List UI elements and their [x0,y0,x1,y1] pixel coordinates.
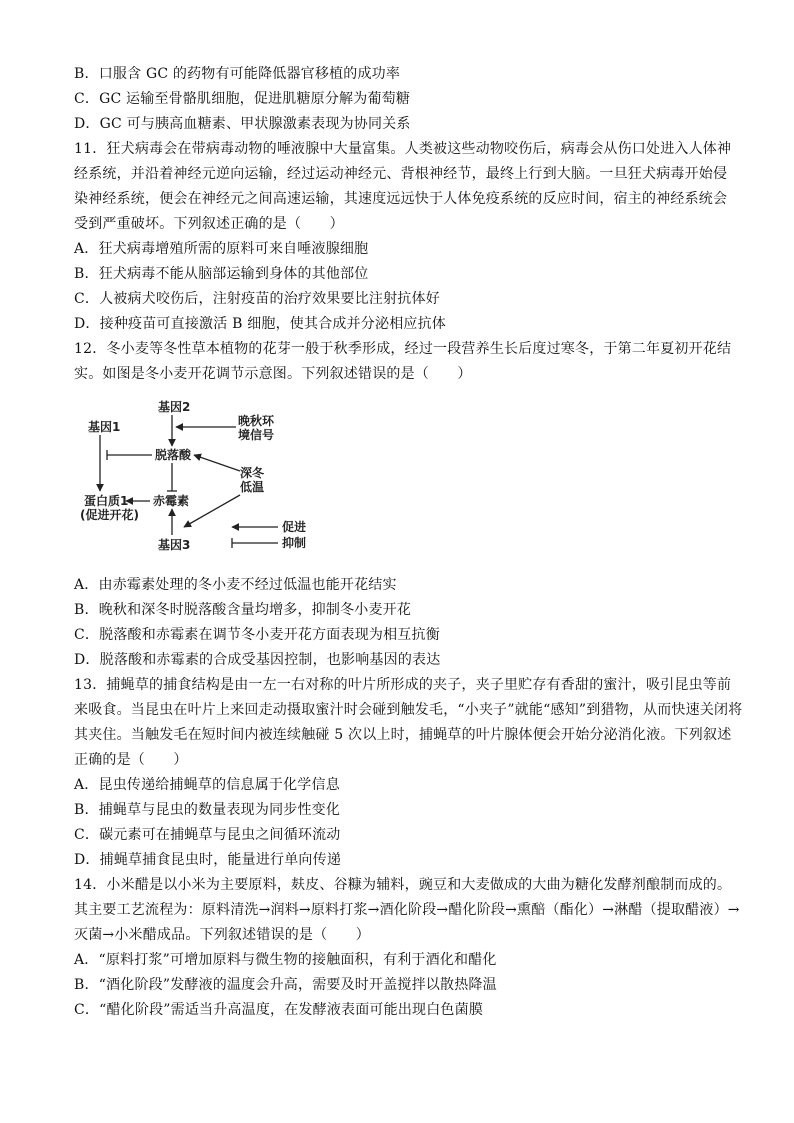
deep-winter-label-2: 低温 [240,480,265,494]
option-a: A．狂犬病毒增殖所需的原料可来自唾液腺细胞 [74,241,369,257]
arrow-deep-winter-gene3 [184,495,240,527]
flowering-regulation-diagram [80,395,330,555]
legend-inhibit-label: 抑制 [282,536,307,550]
text-line: 实。如图是冬小麦开花调节示意图。下列叙述错误的是（ ） [74,366,472,382]
option-b: B．捕蝇草与昆虫的数量表现为同步性变化 [74,802,341,818]
option-a: A．“原料打浆”可增加原料与微生物的接触面积，有利于酒化和醋化 [74,952,497,968]
gene2-label: 基因2 [158,400,191,414]
protein1-label: 蛋白质1 [84,494,129,508]
text-line: 其主要工艺流程为：原料清洗→润料→原料打浆→酒化阶段→醋化阶段→熏醅（酯化）→淋醋（提取醋液）→ [74,902,740,918]
late-autumn-label-1: 晚秋环 [238,414,275,428]
gene1-label: 基因1 [88,420,121,434]
option-d: D．脱落酸和赤霉素的合成受基因控制，也影响基因的表达 [74,652,441,668]
gene3-label: 基因3 [158,538,191,552]
option-b: B．晚秋和深冬时脱落酸含量均增多，抑制冬小麦开花 [74,602,412,618]
text-line: 受到严重破坏。下列叙述正确的是（ ） [74,216,344,232]
option-c: C．人被病犬咬伤后，注射疫苗的治疗效果要比注射抗体好 [74,291,440,307]
text-line: D．GC 可与胰高血糖素、甲状腺激素表现为协同关系 [74,116,411,132]
ga-label: 赤霉素 [153,494,190,508]
option-c: C．脱落酸和赤霉素在调节冬小麦开花方面表现为相互抗衡 [74,627,440,643]
text-line: 正确的是（ ） [74,752,188,768]
option-c: C．“醋化阶段”需适当升高温度，在发酵液表面可能出现白色菌膜 [74,1002,484,1018]
question-13-stem: 13．捕蝇草的捕食结构是由一左一右对称的叶片所形成的夹子，夹子里贮存有香甜的蜜汁，吸引昆虫等前 [74,677,732,693]
option-a: A．由赤霉素处理的冬小麦不经过低温也能开花结实 [74,577,397,593]
option-b: B．狂犬病毒不能从脑部运输到身体的其他部位 [74,266,369,282]
protein1-note: (促进开花) [80,508,139,522]
text-line: C．GC 运输至骨骼肌细胞，促进肌糖原分解为葡萄糖 [74,91,411,107]
aba-label: 脱落酸 [155,448,192,462]
option-d: D．接种疫苗可直接激活 B 细胞，使其合成并分泌相应抗体 [74,316,447,332]
option-c: C．碳元素可在捕蝇草与昆虫之间循环流动 [74,827,341,843]
option-a: A．昆虫传递给捕蝇草的信息属于化学信息 [74,777,340,793]
text-line: 经系统，并沿着神经元逆向运输，经过运动神经元、背根神经节，最终上行到大脑。一旦狂犬病毒开始侵 [74,166,728,182]
text-line: 其夹住。当触发毛在短时间内被连续触碰 5 次以上时，捕蝇草的叶片腺体便会开始分泌消化液。下列叙述 [74,727,732,743]
text-line: B．口服含 GC 的药物有可能降低器官移植的成功率 [74,66,401,82]
late-autumn-label-2: 境信号 [238,428,275,442]
option-d: D．捕蝇草捕食昆虫时，能量进行单向传递 [74,852,342,868]
arrow-deep-winter-aba [194,455,240,471]
question-12-stem: 12．冬小麦等冬性草本植物的花芽一般于秋季形成，经过一段营养生长后度过寒冬，于第二年夏初开花结 [74,341,732,357]
option-b: B．“酒化阶段”发酵液的温度会升高，需要及时开盖搅拌以散热降温 [74,977,497,993]
question-11-stem: 11．狂犬病毒会在带病毒动物的唾液腺中大量富集。人类被这些动物咬伤后，病毒会从伤口处进入人体神 [74,141,732,157]
deep-winter-label-1: 深冬 [240,466,265,480]
legend-promote-label: 促进 [282,520,307,534]
question-14-stem: 14．小米醋是以小米为主要原料，麸皮、谷糠为辅料，豌豆和大麦做成的大曲为糖化发酵剂酿制而成的。 [74,877,732,893]
text-line: 灭菌→小米醋成品。下列叙述错误的是（ ） [74,927,370,943]
text-line: 来吸食。当昆虫在叶片上来回走动摄取蜜汁时会碰到触发毛，“小夹子”就能“感知”到猎物，从而快速关闭将 [74,702,743,718]
text-line: 染神经系统，便会在神经元之间高速运输，其速度远远快于人体免疫系统的反应时间，宿主的神经系统会 [74,191,728,207]
